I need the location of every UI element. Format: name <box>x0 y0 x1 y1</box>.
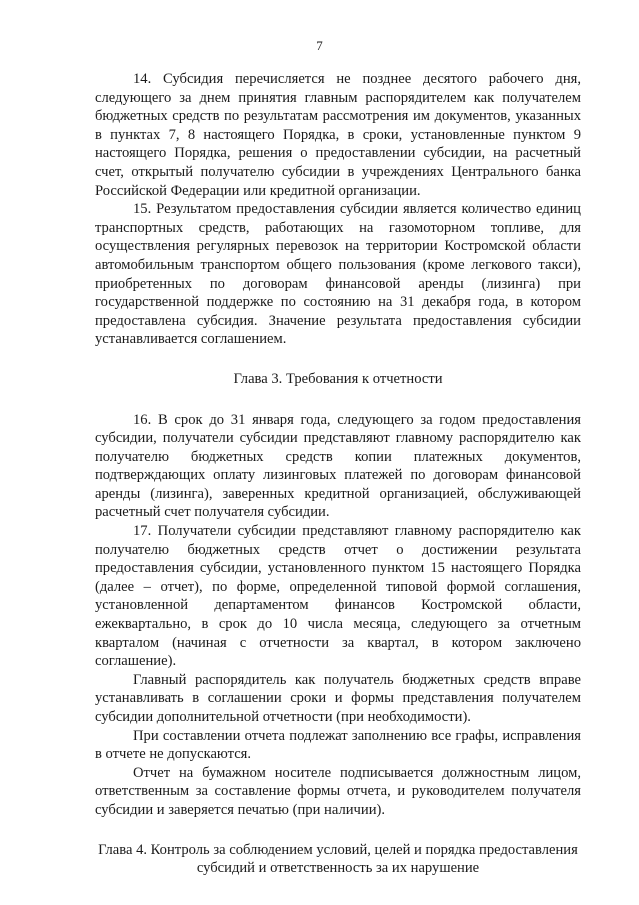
chapter-3-heading: Глава 3. Требования к отчетности <box>233 370 443 387</box>
paragraph-14: 14. Субсидия перечисляется не позднее десятого рабочего дня, следующего за днем принятия главным распорядителем как получателем бюджетных средств по результатам рассмотрения им документов, указанных в пунктах 7, 8 настоящего Порядка, в сроки, установленные пунктом 9 настоящего Порядка, решения о предоставлении субсидии, на расчетный счет, открытый получателю субсидии в учреждениях Центрального банка Российской Федерации или кредитной организации. <box>95 71 581 199</box>
paragraph-17: 17. Получатели субсидии представляют главному распорядителю как получателю бюджетных средств отчет о достижении результата предоставления субсидии, установленного пунктом 15 настоящего Порядка (далее – отчет), по форме, определенной типовой формой соглашения, установленной департаментом финансов Костромской области, ежеквартально, в срок до 10 числа месяца, следующего за отчетным кварталом (начиная с отчетности за квартал, в котором заключено соглашение). <box>95 523 581 670</box>
document-body <box>95 70 581 878</box>
paragraph-additional-reporting: Главный распорядитель как получатель бюджетных средств вправе устанавливать в соглашении сроки и формы представления получателем субсидии дополнительной отчетности (при необходимости). <box>95 671 581 725</box>
paragraph-15: 15. Результатом предоставления субсидии является количество единиц транспортных средств, работающих на газомоторном топливе, для осуществления регулярных перевозок на территории Костромской области автомобильным транспортом общего пользования (кроме легкового такси), приобретенных по договорам финансовой аренды (лизинга) при государственной поддержке по состоянию на 31 декабря года, в котором предоставлена субсидия. Значение результата предоставления субсидии устанавливается соглашением. <box>95 201 581 348</box>
page-number: 7 <box>316 38 323 53</box>
paragraph-signing: Отчет на бумажном носителе подписывается должностным лицом, ответственным за составление формы отчета, и руководителем получателя субсидии и заверяется печатью (при наличии). <box>95 764 581 818</box>
chapter-4-heading: Глава 4. Контроль за соблюдением условий, целей и порядка предоставления субсидий и ответственность за их нарушение <box>98 841 578 877</box>
paragraph-16: 16. В срок до 31 января года, следующего за годом предоставления субсидии, получатели субсидии представляют главному распорядителю как получателю бюджетных средств копии платежных документов, подтверждающих оплату лизинговых платежей по договорам финансовой аренды (лизинга), заверенных кредитной организацией, обслуживающей расчетный счет получателя субсидии. <box>95 411 581 521</box>
paragraph-filling-rules: При составлении отчета подлежат заполнению все графы, исправления в отчете не допускаются. <box>95 727 581 763</box>
